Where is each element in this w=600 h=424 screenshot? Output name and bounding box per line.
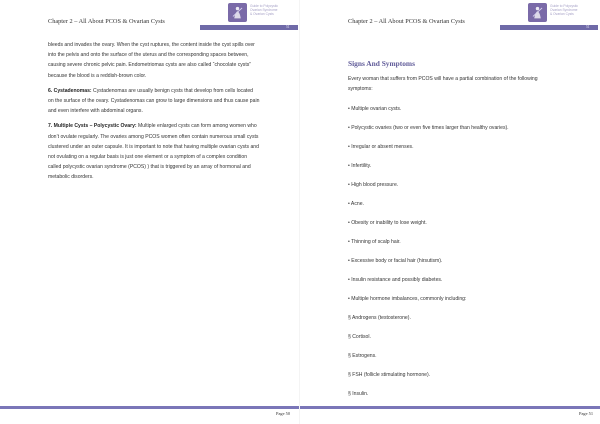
list-item: § Androgens (testosterone). <box>348 315 411 321</box>
list-item: § Insulin. <box>348 391 369 397</box>
list-item: § Estrogens. <box>348 353 377 359</box>
footer-page-number: Page 51 <box>579 411 594 416</box>
body-text <box>48 40 260 188</box>
header-bar <box>200 25 298 30</box>
paragraph: 6. Cystadenomas: Cystadenomas are usually benign cysts that develop from cells located on the surface of the ovary. Cystadenomas can grow to large dimensions and thus cause pain and even interfere with abdominal organs. <box>48 87 260 115</box>
footer-bar <box>300 406 600 409</box>
book-logo <box>228 3 247 22</box>
logo-caption: Guide to Polycystic Ovarian Syndrome & Ovarian Cysts <box>550 4 579 17</box>
list-item: • Excessive body or facial hair (hirsutism). <box>348 258 443 264</box>
logo-caption: Guide to Polycystic Ovarian Syndrome & Ovarian Cysts <box>250 4 279 17</box>
right-page <box>300 0 600 424</box>
woman-silhouette-icon <box>231 6 244 19</box>
chapter-title: Chapter 2 – All About PCOS & Ovarian Cysts <box>48 18 165 25</box>
list-item: • High blood pressure. <box>348 182 399 188</box>
list-item: • Acne. <box>348 201 364 207</box>
list-item: • Irregular or absent menses. <box>348 144 414 150</box>
intro-text: Every woman that suffers from PCOS will have a partial combination of the following symptoms: <box>348 76 538 93</box>
footer-page-number: Page 50 <box>276 411 291 416</box>
header-page-number: 51 <box>586 25 590 29</box>
list-item: • Insulin resistance and possibly diabetes. <box>348 277 443 283</box>
list-item: § FSH (follicle stimulating hormone). <box>348 372 431 378</box>
section-heading: Signs And Symptoms <box>348 59 415 68</box>
paragraph: bleeds and invades the ovary. When the cyst ruptures, the content inside the cyst spills over into the pelvis and onto the surface of the uterus and the corresponding spaces between, causing severe chronic pelvic pain. Endometriomas cysts are also called “chocolate cysts” because the blood is a reddish-brown color. <box>48 42 255 79</box>
woman-silhouette-icon <box>531 6 544 19</box>
symptom-list <box>348 105 578 409</box>
paragraph: 7. Multiple Cysts – Polycystic Ovary: Multiple enlarged cysts can form among women who don’t ovulate regularly. The ovaries among PCOS women often contain numerous small cysts clustered under an outer capsule. It is important to note that having multiple ovarian cysts and not ovulating on a regular basis is just one element or a symptom of a complex condition called polycystic ovarian syndrome (PCOS) ) that is triggered by an array of hormonal and metabolic disorders. <box>48 123 259 181</box>
list-item: • Infertility. <box>348 163 372 169</box>
list-item: • Polycystic ovaries (two or even five times larger than healthy ovaries). <box>348 125 509 131</box>
book-logo <box>528 3 547 22</box>
list-item: • Thinning of scalp hair. <box>348 239 401 245</box>
list-item: • Multiple hormone imbalances, commonly including: <box>348 296 467 302</box>
chapter-title: Chapter 2 – All About PCOS & Ovarian Cysts <box>348 18 465 25</box>
list-item: § Cortisol. <box>348 334 371 340</box>
header-page-number: 51 <box>286 25 290 29</box>
footer-bar <box>0 406 300 409</box>
header-bar <box>500 25 598 30</box>
list-item: • Multiple ovarian cysts. <box>348 106 402 112</box>
list-item: • Obesity or inability to lose weight. <box>348 220 427 226</box>
